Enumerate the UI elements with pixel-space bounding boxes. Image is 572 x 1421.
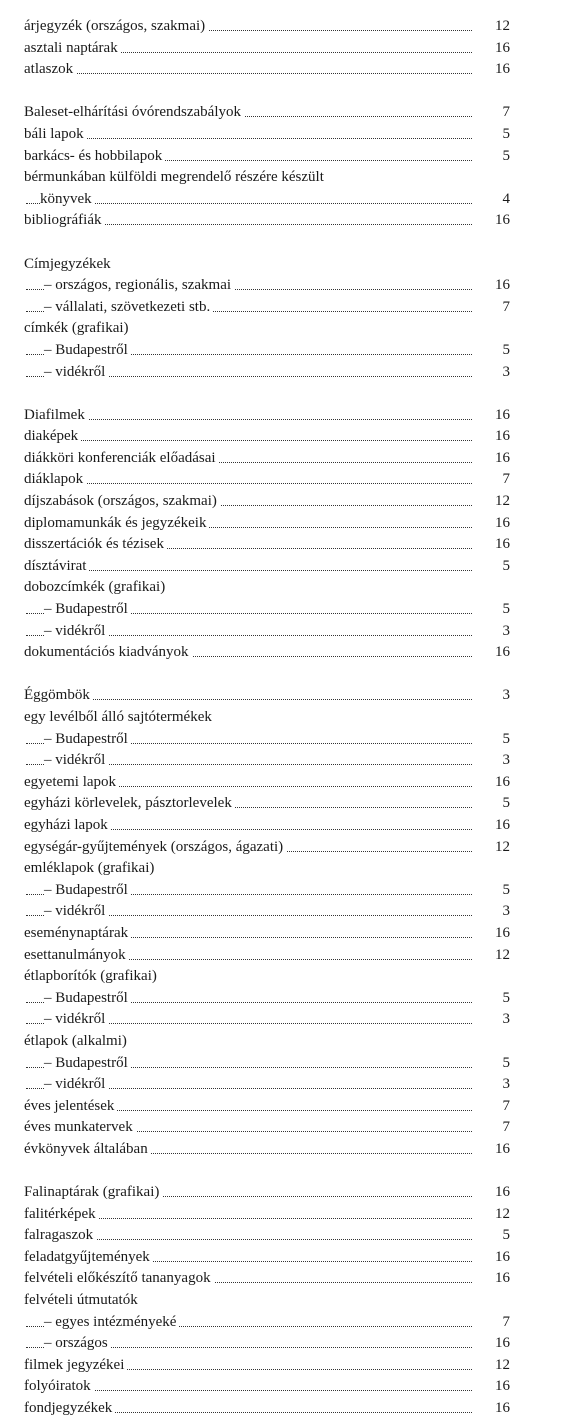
page-number: 3 [502, 752, 510, 769]
index-subentry-label: – vidékről [44, 750, 108, 772]
dot-leader [26, 419, 472, 420]
index-entry-label: egyetemi lapok [24, 772, 119, 794]
page-number: 3 [502, 1011, 510, 1028]
index-entry [0, 945, 572, 967]
index-entry-label: falitérképek [24, 1204, 99, 1226]
index-entry [0, 1182, 572, 1204]
page-number: 7 [502, 1313, 510, 1330]
index-entry-label: falragaszok [24, 1225, 96, 1247]
index-entry-label: évkönyvek általában [24, 1139, 151, 1161]
index-entry-label: egy levélből álló sajtótermékek [24, 707, 215, 729]
page-number: 16 [495, 1184, 510, 1201]
index-entry [0, 988, 572, 1010]
index-entry [0, 210, 572, 232]
page-number: 5 [502, 557, 510, 574]
page-number: 7 [502, 471, 510, 488]
index-subentry-label: – Budapestről [44, 1053, 131, 1075]
index-entry [0, 405, 572, 427]
index-entry [0, 1376, 572, 1398]
index-entry [0, 772, 572, 794]
page-number: 16 [495, 1378, 510, 1395]
index-entry [0, 1074, 572, 1096]
page-number: 5 [502, 125, 510, 142]
index-subentry-label: – Budapestről [44, 880, 131, 902]
index-entry-label: Diafilmek [24, 405, 88, 427]
index-entry [0, 707, 572, 729]
index-subentry-label: – vállalati, szövetkezeti stb. [44, 297, 213, 319]
index-entry [0, 1009, 572, 1031]
page-number: 12 [495, 946, 510, 963]
index-entry [0, 729, 572, 751]
index-entry [0, 491, 572, 513]
index-entry [0, 966, 572, 988]
page-number: 12 [495, 493, 510, 510]
index-entry-label: Éggömbök [24, 685, 93, 707]
page-number: 5 [502, 795, 510, 812]
page-number: 3 [502, 1076, 510, 1093]
index-entry-label: egyházi körlevelek, pásztorlevelek [24, 793, 235, 815]
page-number: 3 [502, 903, 510, 920]
page-number: 12 [495, 1356, 510, 1373]
index-entry [0, 275, 572, 297]
index-entry-label: címkék (grafikai) [24, 318, 132, 340]
page-number: 5 [502, 881, 510, 898]
index-subentry-label: – Budapestről [44, 988, 131, 1010]
index-entry-label: diplomamunkák és jegyzékeik [24, 513, 209, 535]
index-entry [0, 189, 572, 211]
index-entry-label: könyvek [40, 189, 95, 211]
index-entry-label: báli lapok [24, 124, 87, 146]
index-entry-label: Címjegyzékek [24, 254, 114, 276]
index-subentry-label: – Budapestről [44, 599, 131, 621]
index-entry [0, 1312, 572, 1334]
index-subentry-label: – Budapestről [44, 340, 131, 362]
index-entry-label: dokumentációs kiadványok [24, 642, 192, 664]
index-entry-label: folyóiratok [24, 1376, 94, 1398]
index-entry-label: egyházi lapok [24, 815, 111, 837]
index-entry [0, 124, 572, 146]
index-entry-label: fondjegyzékek [24, 1398, 115, 1420]
index-entry-label: éves jelentések [24, 1096, 117, 1118]
index-entry-label: emléklapok (grafikai) [24, 858, 157, 880]
index-entry [0, 621, 572, 643]
index-entry-label: Falinaptárak (grafikai) [24, 1182, 162, 1204]
index-entry [0, 534, 572, 556]
index-entry [0, 1204, 572, 1226]
page-number: 12 [495, 18, 510, 34]
page-number: 16 [495, 212, 510, 229]
page-number: 12 [495, 1205, 510, 1222]
index-entry [0, 340, 572, 362]
index-entry [0, 38, 572, 60]
page-number: 7 [502, 298, 510, 315]
page-number: 16 [495, 277, 510, 294]
page-number: 16 [495, 773, 510, 790]
index-entry-label: eseménynaptárak [24, 923, 131, 945]
index-entry [0, 1053, 572, 1075]
page-number: 3 [502, 363, 510, 380]
index-entry-label: barkács- és hobbilapok [24, 146, 165, 168]
page-number: 4 [502, 190, 510, 207]
index-entry [0, 901, 572, 923]
page-number: 12 [495, 838, 510, 855]
index-entry-label: disszertációk és tézisek [24, 534, 167, 556]
index-entry-label: bibliográfiák [24, 210, 104, 232]
page-number: 16 [495, 536, 510, 553]
page-number: 16 [495, 1400, 510, 1416]
index-entry-label: Baleset-elhárítási óvórendszabályok [24, 102, 244, 124]
index-entry [0, 1355, 572, 1377]
index-entry-label: atlaszok [24, 59, 76, 81]
page-number: 16 [495, 514, 510, 531]
index-entry [0, 167, 572, 189]
index-entry-label: árjegyzék (országos, szakmai) [24, 16, 208, 38]
index-entry [0, 297, 572, 319]
index-entry [0, 1096, 572, 1118]
index-subentry-label: – országos, regionális, szakmai [44, 275, 234, 297]
index-entry-label: esettanulmányok [24, 945, 129, 967]
index-subentry-label: – vidékről [44, 362, 108, 384]
index-entry-label: dobozcímkék (grafikai) [24, 577, 168, 599]
page-number: 16 [495, 39, 510, 56]
index-entry [0, 858, 572, 880]
index-entry-label: diaképek [24, 426, 81, 448]
index-entry [0, 318, 572, 340]
index-subentry-label: – vidékről [44, 621, 108, 643]
index-subentry-label: – vidékről [44, 901, 108, 923]
index-entry [0, 362, 572, 384]
page-number: 7 [502, 1097, 510, 1114]
index-entry-label: diáklapok [24, 469, 86, 491]
index-entry [0, 1398, 572, 1420]
index-subentry-label: – országos [44, 1333, 111, 1355]
index-entry [0, 1225, 572, 1247]
page-number: 16 [495, 449, 510, 466]
index-entry [0, 1031, 572, 1053]
index-entry [0, 102, 572, 124]
page-number: 16 [495, 644, 510, 661]
index-entry [0, 254, 572, 276]
index-subentry-label: – vidékről [44, 1074, 108, 1096]
page-number: 7 [502, 1119, 510, 1136]
index-subentry-label: – Budapestről [44, 729, 131, 751]
page-number: 16 [495, 1270, 510, 1287]
page-number: 5 [502, 601, 510, 618]
index-entry-label: diákköri konferenciák előadásai [24, 448, 219, 470]
index-entry-label: dísztávirat [24, 556, 89, 578]
dot-leader [26, 138, 472, 139]
index-entry [0, 426, 572, 448]
index-subentry-label: – vidékről [44, 1009, 108, 1031]
index-entry [0, 642, 572, 664]
index-entry [0, 513, 572, 535]
index-entry [0, 1247, 572, 1269]
dot-leader [26, 699, 472, 700]
index-entry [0, 750, 572, 772]
index-entry [0, 59, 572, 81]
index-list [0, 16, 572, 1420]
page-number: 5 [502, 147, 510, 164]
page-number: 16 [495, 1248, 510, 1265]
page-number: 5 [502, 730, 510, 747]
dot-leader [26, 483, 472, 484]
page-number: 16 [495, 816, 510, 833]
page-number: 16 [495, 924, 510, 941]
page-number: 5 [502, 989, 510, 1006]
index-entry [0, 599, 572, 621]
index-entry-label: étlapborítók (grafikai) [24, 966, 160, 988]
dot-leader [26, 73, 472, 74]
index-entry-label: feladatgyűjtemények [24, 1247, 153, 1269]
index-entry [0, 1268, 572, 1290]
index-entry [0, 1117, 572, 1139]
index-entry [0, 793, 572, 815]
dot-leader [26, 570, 472, 571]
index-entry [0, 577, 572, 599]
index-entry-label: egységár-gyűjtemények (országos, ágazati) [24, 837, 286, 859]
index-entry [0, 146, 572, 168]
page-number: 16 [495, 61, 510, 78]
index-entry-label: asztali naptárak [24, 38, 121, 60]
page-number: 16 [495, 1335, 510, 1352]
index-entry [0, 1333, 572, 1355]
index-entry [0, 448, 572, 470]
index-entry-label: díjszabások (országos, szakmai) [24, 491, 220, 513]
dot-leader [26, 440, 472, 441]
index-entry [0, 469, 572, 491]
page-number: 3 [502, 687, 510, 704]
page-number: 5 [502, 1227, 510, 1244]
index-entry [0, 556, 572, 578]
page-number: 16 [495, 428, 510, 445]
index-entry-label: filmek jegyzékei [24, 1355, 127, 1377]
index-entry [0, 685, 572, 707]
page-number: 5 [502, 1054, 510, 1071]
index-entry-label: felvételi előkészítő tananyagok [24, 1268, 214, 1290]
index-entry-label: bérmunkában külföldi megrendelő részére készült [24, 167, 327, 189]
page-number: 16 [495, 1140, 510, 1157]
index-entry [0, 16, 572, 38]
page-number: 16 [495, 406, 510, 423]
index-entry-label: felvételi útmutatók [24, 1290, 141, 1312]
index-entry-label: étlapok (alkalmi) [24, 1031, 130, 1053]
index-entry [0, 923, 572, 945]
page-number: 3 [502, 622, 510, 639]
index-entry [0, 837, 572, 859]
page-number: 5 [502, 341, 510, 358]
index-entry [0, 815, 572, 837]
page-number: 7 [502, 104, 510, 121]
index-entry-label: éves munkatervek [24, 1117, 136, 1139]
index-entry [0, 1290, 572, 1312]
index-entry [0, 880, 572, 902]
index-subentry-label: – egyes intézményeké [44, 1312, 179, 1334]
index-entry [0, 1139, 572, 1161]
